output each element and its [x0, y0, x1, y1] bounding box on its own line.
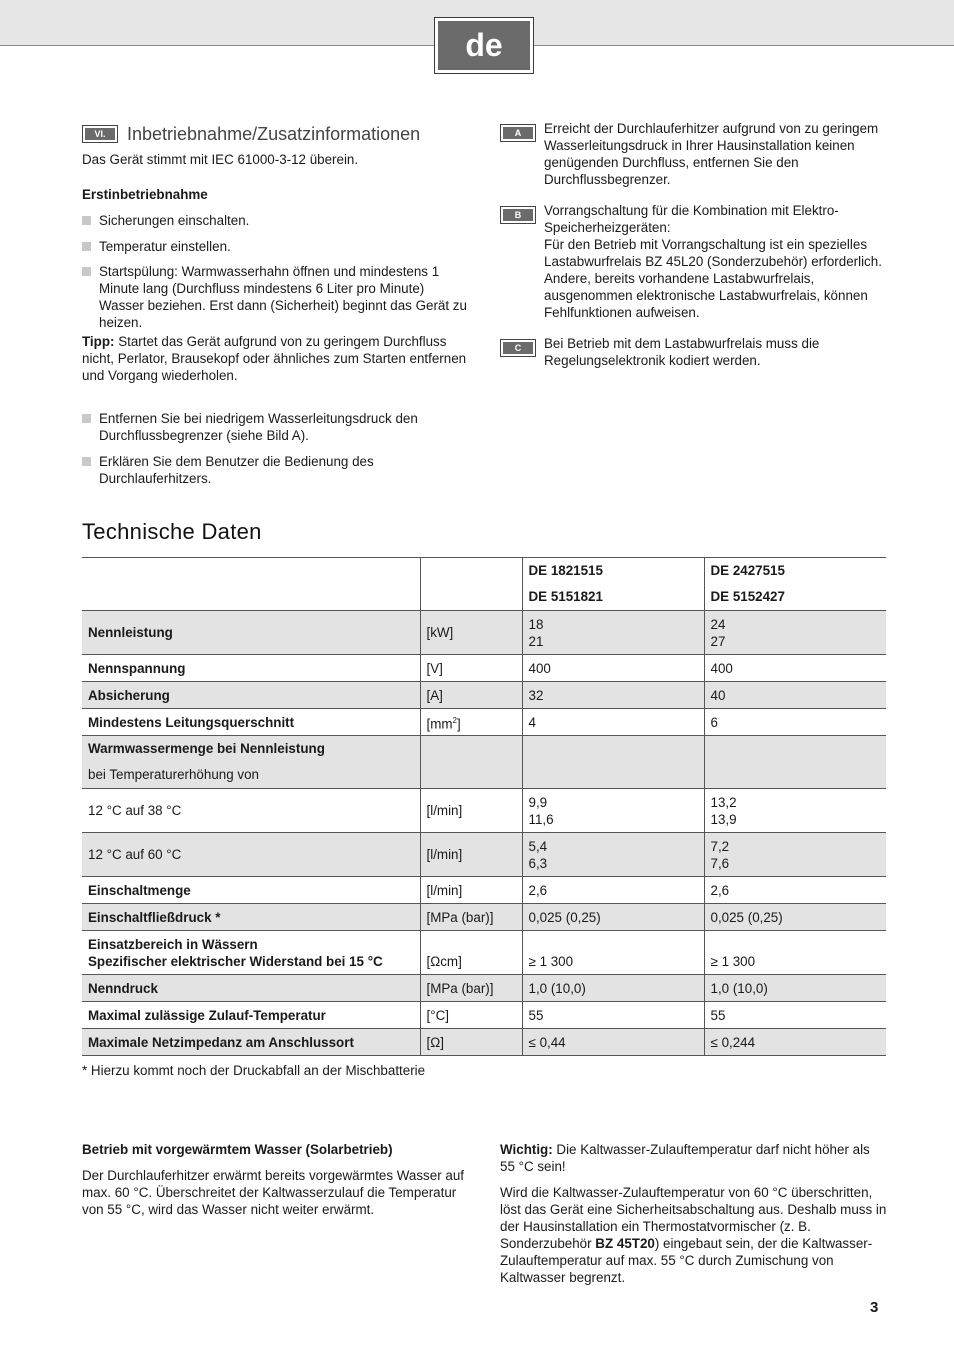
note-b [500, 202, 888, 321]
row-unit: [MPa (bar)] [420, 975, 522, 1002]
tech-data-title: Technische Daten [82, 519, 262, 544]
table-row [82, 975, 886, 1002]
table-row [82, 877, 886, 904]
hints-list [82, 410, 472, 487]
row-unit: [kW] [420, 611, 522, 655]
row-label: Nenndruck [82, 975, 420, 1002]
table-footnote: * Hierzu kommt noch der Druckabfall an der Mischbatterie [82, 1063, 426, 1078]
language-badge [434, 17, 534, 74]
model-b-header: DE 2427515 DE 5152427 [704, 558, 886, 611]
note-tag: B [500, 206, 536, 224]
table-row [82, 736, 886, 789]
value-a: 400 [522, 655, 704, 682]
commissioning-section [82, 123, 472, 487]
value-b: 0,025 (0,25) [704, 904, 886, 931]
first-start-list [82, 212, 472, 331]
value-a: 55 [522, 1002, 704, 1029]
table-row [82, 655, 886, 682]
table-cell [420, 558, 522, 611]
tip-paragraph [82, 333, 472, 384]
row-unit: [Ωcm] [420, 931, 522, 975]
value-a: ≥ 1 300 [522, 931, 704, 975]
value-b: 1,0 (10,0) [704, 975, 886, 1002]
first-start-heading: Erstinbetriebnahme [82, 187, 208, 202]
value-b: 55 [704, 1002, 886, 1029]
iec-compliance: Das Gerät stimmt mit IEC 61000-3-12 überein. [82, 152, 359, 167]
row-label: Mindestens Leitungsquerschnitt [82, 709, 420, 736]
row-label: Einschaltmenge [82, 877, 420, 904]
note-c [500, 335, 888, 369]
value-b: 13,2 13,9 [704, 789, 886, 833]
value-b: 6 [704, 709, 886, 736]
section-tag: VI. [82, 125, 118, 143]
row-label: 12 °C auf 38 °C [82, 789, 420, 833]
table-row [82, 931, 886, 975]
row-label: Einschaltfließdruck * [82, 904, 420, 931]
value-a: 2,6 [522, 877, 704, 904]
note-text-2: Für den Betrieb mit Vorrangschaltung ist ein spezielles Lastabwurfrelais BZ 45L20 (Sonderzubehör) erforderlich. Andere, bereits vorhandene Lastabwurfrelais, ausgenommen elektronische Lastabwurfrelais, können Fehlfunktionen aufweisen. [544, 237, 882, 320]
notes-section [500, 120, 888, 369]
row-label: Absicherung [82, 682, 420, 709]
table-row [82, 709, 886, 736]
value-b: 400 [704, 655, 886, 682]
list-item: Entfernen Sie bei niedrigem Wasserleitungsdruck den Durchflussbegrenzer (siehe Bild A). [82, 410, 472, 444]
table-cell [420, 736, 522, 789]
table-cell [82, 558, 420, 611]
note-text: Erreicht der Durchlauferhitzer aufgrund von zu geringem Wasserleitungsdruck in Ihrer Hausinstallation keinen genügenden Durchfluss, entfernen Sie den Durchflussbegrenzer. [544, 121, 879, 187]
row-unit: [°C] [420, 1002, 522, 1029]
table-row [82, 682, 886, 709]
table-row [82, 789, 886, 833]
page-number: 3 [870, 1299, 879, 1316]
note-tag: C [500, 339, 536, 357]
row-label: Nennspannung [82, 655, 420, 682]
list-item: Erklären Sie dem Benutzer die Bedienung des Durchlauferhitzers. [82, 453, 472, 487]
important-note: Wichtig: Die Kaltwasser-Zulauftemperatur darf nicht höher als 55 °C sein! [500, 1142, 870, 1174]
note-tag: A [500, 124, 536, 142]
table-row [82, 904, 886, 931]
list-item: Startspülung: Warmwasserhahn öffnen und mindestens 1 Minute lang (Durchfluss mindestens 6 Liter pro Minute) Wasser beziehen. Erst dann (Sicherheit) beginnt das Gerät zu heizen. [82, 263, 472, 331]
row-unit: [V] [420, 655, 522, 682]
list-item: Temperatur einstellen. [82, 238, 472, 255]
table-cell [522, 736, 704, 789]
value-b: ≥ 1 300 [704, 931, 886, 975]
value-a: 0,025 (0,25) [522, 904, 704, 931]
model-a-header: DE 1821515 DE 5151821 [522, 558, 704, 611]
value-b: 40 [704, 682, 886, 709]
row-label: 12 °C auf 60 °C [82, 833, 420, 877]
value-a: 5,4 6,3 [522, 833, 704, 877]
table-row [82, 1029, 886, 1056]
important-section [500, 1141, 888, 1286]
table-row [82, 558, 886, 611]
table-row [82, 1002, 886, 1029]
value-a: 4 [522, 709, 704, 736]
value-b: 7,2 7,6 [704, 833, 886, 877]
row-label: Maximal zulässige Zulauf-Temperatur [82, 1002, 420, 1029]
tip-text: Startet das Gerät aufgrund von zu geringem Durchfluss nicht, Perlator, Brausekopf oder ähnliches zum Starten entfernen und Vorgang wiederholen. [82, 334, 467, 383]
table-cell [704, 736, 886, 789]
language-code: de [438, 21, 530, 70]
note-a [500, 120, 888, 188]
row-unit: [l/min] [420, 833, 522, 877]
value-a: ≤ 0,44 [522, 1029, 704, 1056]
section-title: Inbetriebnahme/Zusatzinformationen [127, 124, 421, 144]
table-row [82, 611, 886, 655]
solar-section [82, 1141, 472, 1218]
row-unit: [l/min] [420, 789, 522, 833]
value-b: 2,6 [704, 877, 886, 904]
important-label: Wichtig: [500, 1142, 553, 1157]
note-text: Vorrangschaltung für die Kombination mit Elektro-Speicherheizgeräten: [544, 203, 839, 235]
solar-heading: Betrieb mit vorgewärmtem Wasser (Solarbetrieb) [82, 1142, 393, 1157]
row-unit: $[mm^2]$ [420, 709, 522, 736]
value-b: ≤ 0,244 [704, 1029, 886, 1056]
value-a: 32 [522, 682, 704, 709]
row-label: Einsatzbereich in Wässern Spezifischer elektrischer Widerstand bei 15 °C [82, 931, 420, 975]
important-text: Wird die Kaltwasser-Zulauftemperatur von 60 °C überschritten, löst das Gerät eine Sicherheitsabschaltung aus. Deshalb muss in der Hausinstallation ein Thermostatvormischer (z. B. Sonderzubehör BZ 45T20) eingebaut sein, der die Kaltwasser-Zulauftemperatur auf max. 55 °C durch Zumischung von Kaltwasser begrenzt. [500, 1185, 887, 1285]
value-a: 9,9 11,6 [522, 789, 704, 833]
row-label: Warmwassermenge bei Nennleistung bei Temperaturerhöhung von [82, 736, 420, 789]
row-label: Maximale Netzimpedanz am Anschlussort [82, 1029, 420, 1056]
section-header [82, 123, 472, 145]
tip-label: Tipp: [82, 334, 115, 349]
list-item: Sicherungen einschalten. [82, 212, 472, 229]
row-unit: [Ω] [420, 1029, 522, 1056]
table-row [82, 833, 886, 877]
note-text: Bei Betrieb mit dem Lastabwurfrelais muss die Regelungselektronik kodiert werden. [544, 336, 820, 368]
row-label: Nennleistung [82, 611, 420, 655]
row-unit: [l/min] [420, 877, 522, 904]
row-unit: [MPa (bar)] [420, 904, 522, 931]
value-a: 18 21 [522, 611, 704, 655]
value-b: 24 27 [704, 611, 886, 655]
value-a: 1,0 (10,0) [522, 975, 704, 1002]
row-unit: [A] [420, 682, 522, 709]
solar-text: Der Durchlauferhitzer erwärmt bereits vorgewärmtes Wasser auf max. 60 °C. Überschreitet der Kaltwasserzulauf die Temperatur von 55 °C, wird das Wasser nicht weiter erwärmt. [82, 1168, 464, 1217]
tech-data-table [82, 557, 886, 1056]
